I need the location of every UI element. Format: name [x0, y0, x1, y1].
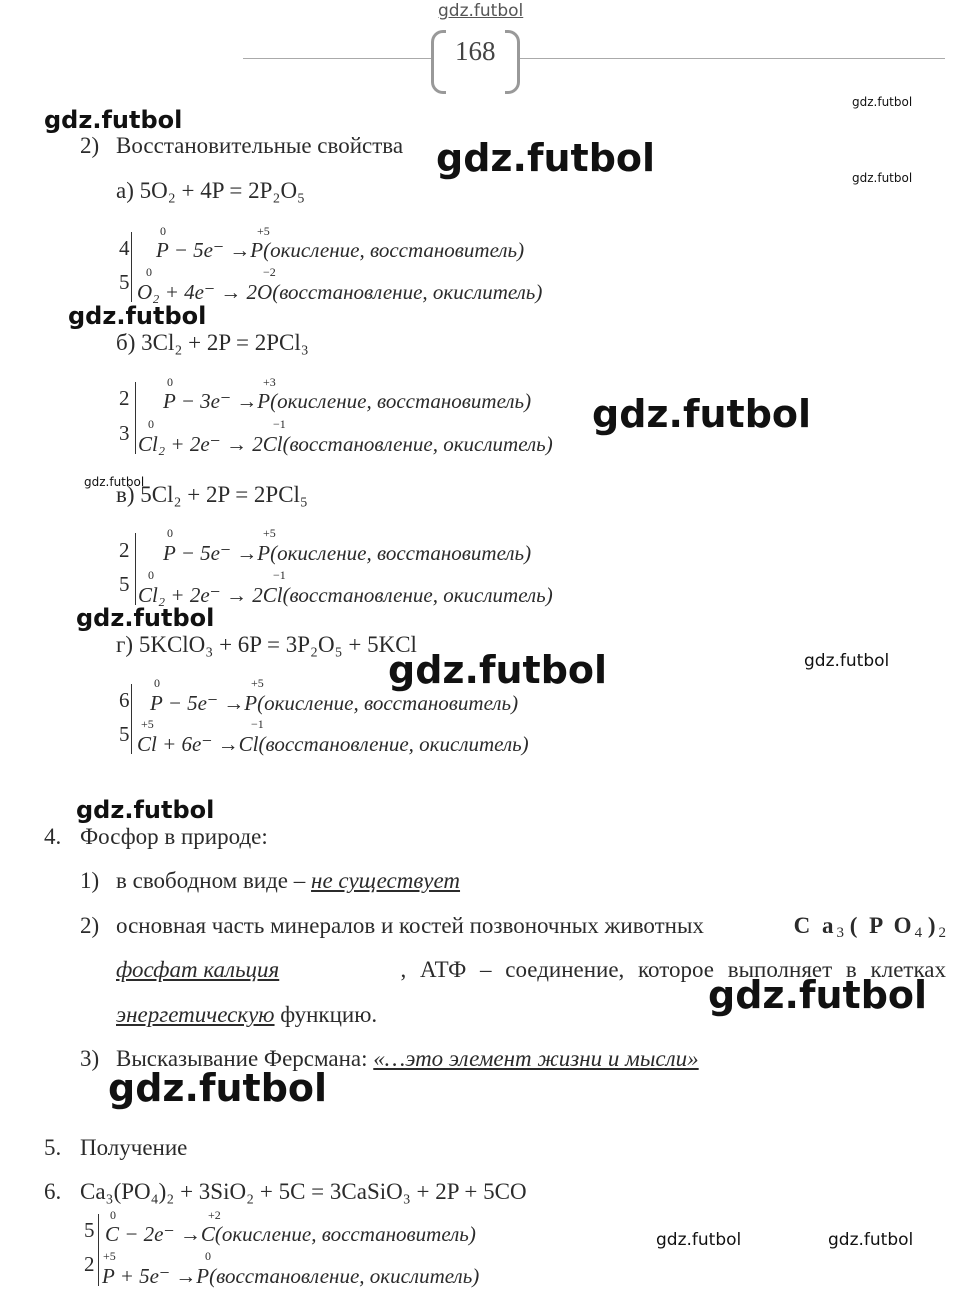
- balance-c-bar: [135, 533, 136, 605]
- balance-d-coef-1: 6: [119, 688, 130, 712]
- balance-d-row-1: [150, 691, 518, 716]
- balance-d-row-2-note: (восстановление, окислитель): [258, 732, 529, 756]
- balance-6-coef-2: 2: [84, 1252, 95, 1276]
- balance-b-row-2-note: (восстановление, окислитель): [282, 432, 553, 456]
- page-number-bracket-left: [431, 30, 446, 94]
- section4-item2-end: функцию.: [280, 1002, 378, 1027]
- balance-c-ox-1: 0: [167, 526, 173, 540]
- reaction-b-label: б): [116, 330, 136, 355]
- reaction-d-label: г): [116, 632, 134, 657]
- watermark: gdz.futbol: [84, 475, 145, 489]
- balance-a-row-2-atom: O: [257, 280, 273, 304]
- balance-c-coef-1: 2: [119, 538, 130, 562]
- section4-item2-number: 2): [80, 913, 100, 938]
- balance-6-coef-1: 5: [84, 1218, 95, 1242]
- watermark: gdz.futbol: [68, 302, 207, 330]
- section4-number: 4.: [44, 824, 62, 849]
- balance-c-row-1-left: P − 5e⁻ →: [163, 541, 258, 565]
- balance-a-ox-2: +5: [257, 224, 270, 238]
- balance-6-row-2: [102, 1264, 479, 1289]
- reaction-d-formula: 5KClO₃ + 6P = 3P₂O₅ + 5KCl: [138, 632, 417, 657]
- watermark: gdz.futbol: [852, 95, 913, 109]
- reaction-c-label: в): [116, 482, 135, 507]
- section2-number: 2): [80, 133, 100, 158]
- watermark: gdz.futbol: [656, 1230, 742, 1250]
- balance-b-coef-1: 2: [119, 386, 130, 410]
- reaction-b-equation: [116, 330, 309, 356]
- balance-b-ox-3: 0: [148, 417, 154, 431]
- section6-number: 6.: [44, 1179, 62, 1204]
- balance-6-row-1-left: C − 2e⁻ →: [105, 1222, 201, 1246]
- balance-6-row-2-atom: P: [196, 1264, 210, 1288]
- balance-6-ox-1: 0: [110, 1208, 116, 1222]
- header-rule-right: [520, 58, 945, 59]
- balance-b-coef-2: 3: [119, 421, 130, 445]
- section4-item1-answer: не существует: [311, 868, 461, 893]
- balance-b-row-2-atom: Cl: [262, 432, 283, 456]
- section4-item1: [116, 868, 460, 894]
- balance-a-ox-4: −2: [263, 265, 276, 279]
- balance-6-ox-4: 0: [205, 1249, 211, 1263]
- section4-item2-mid: , АТФ – соединение, которое выполняет в клетках: [400, 957, 946, 982]
- reaction-c-equation: [116, 482, 308, 508]
- balance-d-row-1-atom: P: [244, 691, 258, 715]
- watermark: gdz.futbol: [804, 651, 890, 671]
- balance-6-row-2-left: P + 5e⁻ →: [102, 1264, 197, 1288]
- section4-item3-number: 3): [80, 1046, 100, 1071]
- section4-title: Фосфор в природе:: [80, 824, 268, 849]
- balance-a-bar: [131, 232, 132, 302]
- balance-a-coef-1: 4: [119, 236, 130, 260]
- balance-d-row-1-left: P − 5e⁻ →: [150, 691, 245, 715]
- section4-item2-line3: [116, 1002, 377, 1028]
- reaction-d-equation: [116, 632, 417, 658]
- balance-a-row-1-left: P − 5e⁻ →: [156, 238, 251, 262]
- balance-c-row-2-atom: Cl: [262, 583, 283, 607]
- balance-b-row-1: [163, 389, 531, 414]
- reaction-a-formula: 5O₂ + 4P = 2P₂O₅: [139, 178, 306, 203]
- reaction-c-formula: 5Cl₂ + 2P = 2PCl₅: [140, 482, 308, 507]
- watermark: gdz.futbol: [44, 106, 183, 134]
- balance-a-row-1-atom: P: [250, 238, 264, 262]
- balance-a-ox-1: 0: [160, 224, 166, 238]
- reaction-a-equation: [116, 178, 305, 204]
- section4-item2-answer1: фосфат кальция: [116, 957, 280, 982]
- balance-c-ox-3: 0: [148, 568, 154, 582]
- watermark: gdz.futbol: [388, 648, 608, 692]
- section4-item3-answer: «…это элемент жизни и мысли»: [373, 1046, 699, 1071]
- balance-6-row-1: [105, 1222, 476, 1247]
- balance-d-bar: [131, 684, 132, 754]
- balance-b-row-1-left: P − 3e⁻ →: [163, 389, 258, 413]
- balance-b-row-2-left: Cl₂ + 2e⁻ → 2: [138, 432, 263, 456]
- balance-d-row-2-left: Cl + 6e⁻ →: [137, 732, 239, 756]
- section4-item1-text: в свободном виде –: [116, 868, 306, 893]
- balance-c-row-1-atom: P: [257, 541, 271, 565]
- page-number-bracket-right: [505, 30, 520, 94]
- balance-6-row-1-atom: C: [200, 1222, 215, 1246]
- section6-equation: Ca₃(PO₄)₂ + 3SiO₂ + 5C = 3CaSiO₃ + 2P + 5CO: [80, 1179, 527, 1204]
- balance-d-coef-2: 5: [119, 722, 130, 746]
- section4-item3-text: Высказывание Ферсмана:: [116, 1046, 368, 1071]
- balance-b-row-1-atom: P: [257, 389, 271, 413]
- balance-b-ox-1: 0: [167, 375, 173, 389]
- balance-d-ox-1: 0: [154, 676, 160, 690]
- balance-6-row-1-note: (окисление, восстановитель): [214, 1222, 476, 1246]
- balance-d-row-1-note: (окисление, восстановитель): [257, 691, 519, 715]
- section4-item1-number: 1): [80, 868, 100, 893]
- balance-a-row-1: [156, 238, 524, 263]
- section4-item2-answer2: энергетическую: [116, 1002, 275, 1027]
- reaction-b-formula: 3Cl₂ + 2P = 2PCl₃: [141, 330, 309, 355]
- watermark: gdz.futbol: [76, 604, 215, 632]
- header-site: gdz.futbol: [438, 1, 524, 21]
- balance-b-row-1-note: (окисление, восстановитель): [270, 389, 532, 413]
- section5-title: Получение: [80, 1135, 188, 1160]
- balance-6-row-2-note: (восстановление, окислитель): [209, 1264, 480, 1288]
- section2-title: Восстановительные свойства: [116, 133, 404, 158]
- balance-a-ox-3: 0: [146, 265, 152, 279]
- watermark: gdz.futbol: [436, 136, 656, 180]
- watermark: gdz.futbol: [852, 171, 913, 185]
- section5-number: 5.: [44, 1135, 62, 1160]
- watermark: gdz.futbol: [76, 796, 215, 824]
- watermark: gdz.futbol: [592, 392, 812, 436]
- balance-b-row-2: [138, 432, 553, 457]
- balance-a-row-2-left: O₂ + 4e⁻ → 2: [137, 280, 258, 304]
- balance-a-row-2-note: (восстановление, окислитель): [272, 280, 543, 304]
- balance-c-ox-4: −1: [273, 568, 286, 582]
- balance-6-bar: [98, 1214, 99, 1286]
- balance-6-ox-3: +5: [103, 1249, 116, 1263]
- calcium-phosphate-formula: C $a_3$ ( P $O_4$ )$_2$: [793, 913, 946, 941]
- balance-c-coef-2: 5: [119, 572, 130, 596]
- balance-a-row-1-note: (окисление, восстановитель): [263, 238, 525, 262]
- page-number: 168: [455, 36, 496, 66]
- watermark: gdz.futbol: [108, 1066, 328, 1110]
- balance-c-row-2-note: (восстановление, окислитель): [282, 583, 553, 607]
- balance-b-ox-2: +3: [263, 375, 276, 389]
- balance-a-coef-2: 5: [119, 270, 130, 294]
- section4-item2-line1: [116, 913, 946, 942]
- watermark: gdz.futbol: [708, 973, 928, 1017]
- section4-item2-text: основная часть минералов и костей позвоночных животных: [116, 913, 704, 938]
- balance-6-ox-2: +2: [208, 1208, 221, 1222]
- balance-d-ox-4: −1: [251, 717, 264, 731]
- reaction-a-label: а): [116, 178, 134, 203]
- balance-d-ox-2: +5: [251, 676, 264, 690]
- balance-b-bar: [135, 382, 136, 454]
- balance-d-ox-3: +5: [141, 717, 154, 731]
- watermark: gdz.futbol: [828, 1230, 914, 1250]
- balance-d-row-2: [137, 732, 529, 757]
- balance-c-row-1: [163, 541, 531, 566]
- header-rule-left: [243, 58, 433, 59]
- balance-c-ox-2: +5: [263, 526, 276, 540]
- balance-d-row-2-atom: Cl: [238, 732, 259, 756]
- balance-c-row-2-left: Cl₂ + 2e⁻ → 2: [138, 583, 263, 607]
- balance-c-row-1-note: (окисление, восстановитель): [270, 541, 532, 565]
- balance-b-ox-4: −1: [273, 417, 286, 431]
